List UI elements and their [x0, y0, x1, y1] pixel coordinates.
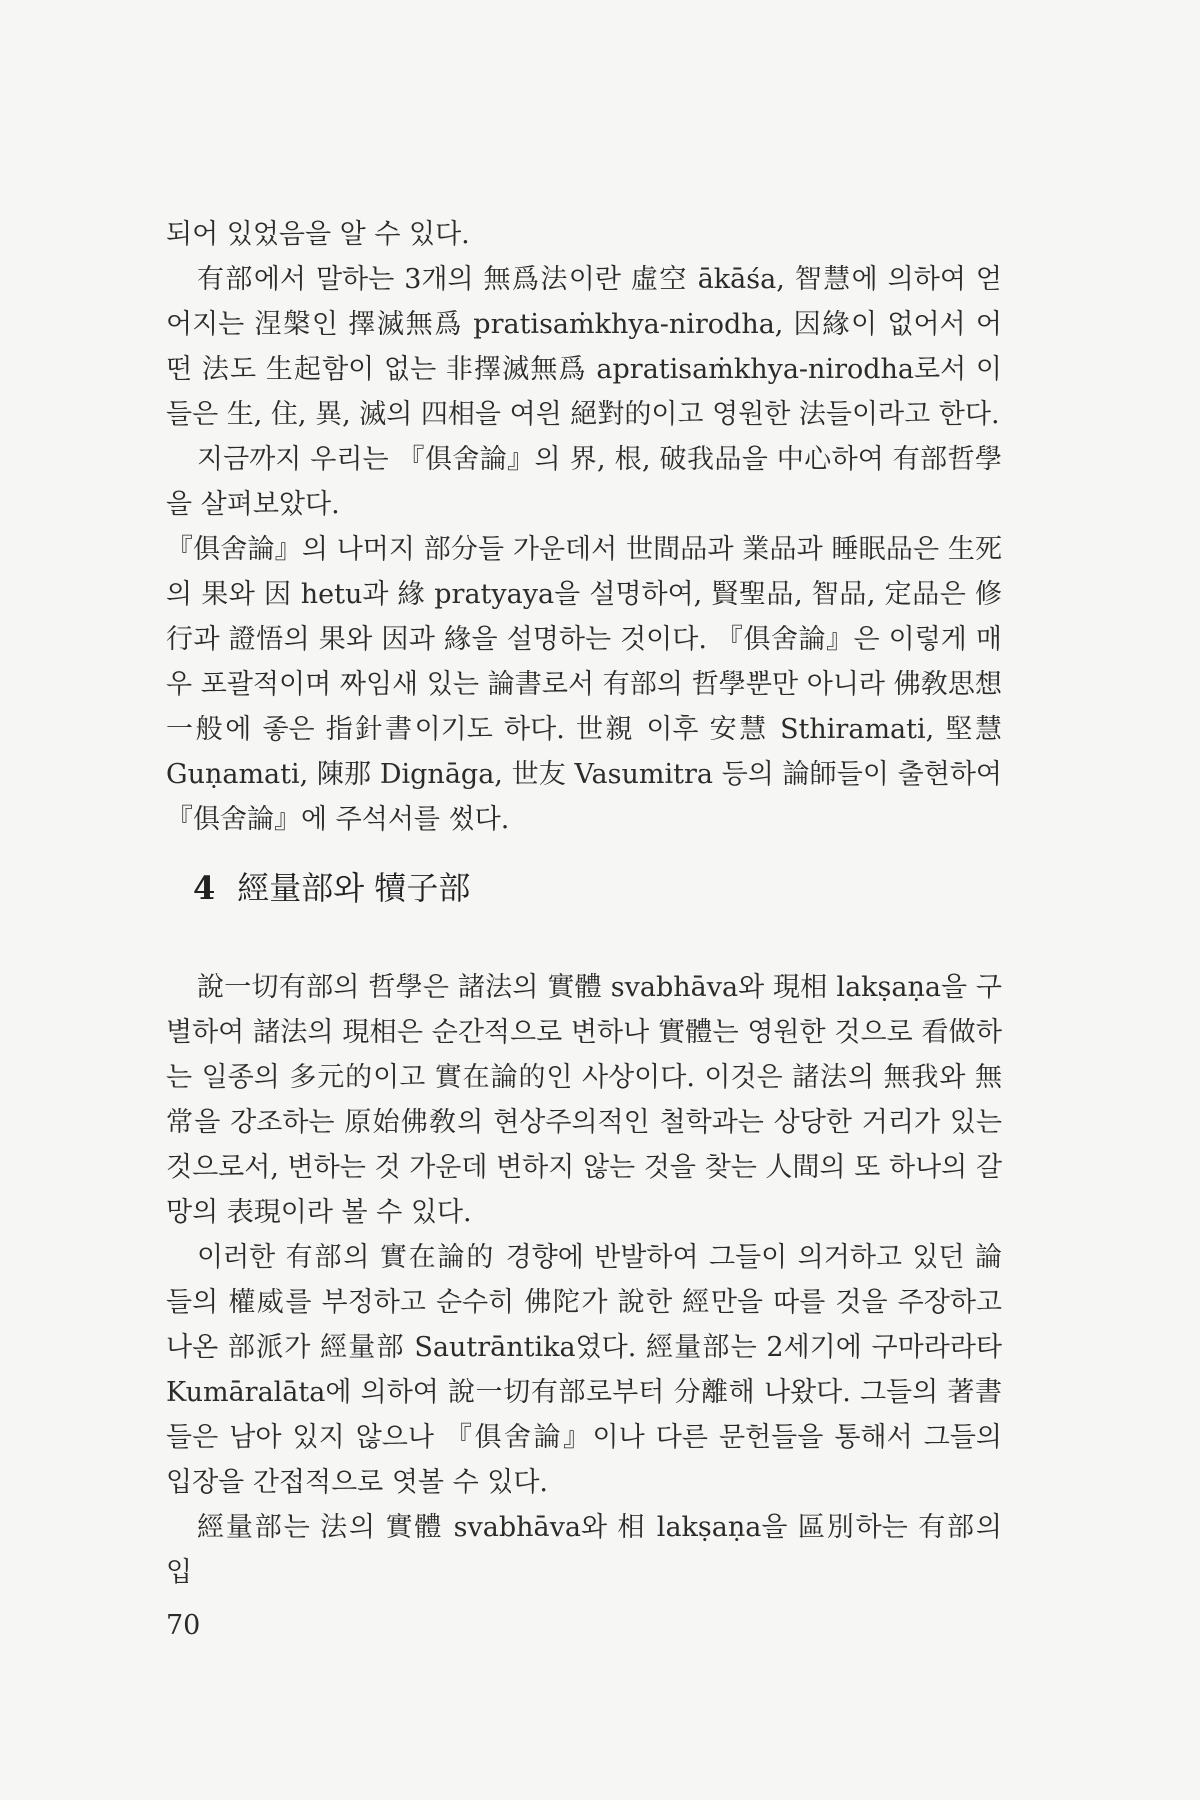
paragraph-sautrantika-position: 經量部는 法의 實體 svabhāva와 相 lakṣaṇa을 區別하는 有部의 입	[166, 1512, 1002, 1588]
paragraph-asamskrta-dharmas: 有部에서 말하는 3개의 無爲法이란 虛空 ākāśa, 智慧에 의하여 얻어지는 涅槃인 擇滅無爲 pratisaṁkhya-nirodha, 因緣이 없어서 어떤 法도 生起함이 없는 非擇滅無爲 apratisaṁkhya-nirodha로서 이들은 生, 住, 異, 滅의 四相을 여읜 絕對的이고 영원한 法들이라고 한다.	[166, 264, 1002, 430]
paragraph-continuation: 되어 있었음을 알 수 있다.	[166, 219, 470, 250]
paragraph-summary: 지금까지 우리는 『俱舍論』의 界, 根, 破我品을 中心하여 有部哲學을 살펴보았다.	[166, 444, 1002, 520]
paragraph-sautrantika-origin: 이러한 有部의 實在論的 경향에 반발하여 그들이 의거하고 있던 論들의 權威를 부정하고 순수히 佛陀가 說한 經만을 따를 것을 주장하고 나온 部派가 經量部 Sautrāntika였다. 經量部는 2세기에 구마라라타 Kumāralāta에 의하여 說一切有部로부터 分離해 나왔다. 그들의 著書들은 남아 있지 않으나 『俱舍論』이나 다른 문헌들을 통해서 그들의 입장을 간접적으로 엿볼 수 있다.	[166, 1242, 1002, 1498]
section-title: 經量部와 犢子部	[237, 869, 471, 907]
paragraph-sarvastivada-philosophy: 說一切有部의 哲學은 諸法의 實體 svabhāva와 現相 lakṣaṇa을 구별하여 諸法의 現相은 순간적으로 변하나 實體는 영원한 것으로 看做하는 일종의 多元的이고 實在論的인 사상이다. 이것은 諸法의 無我와 無常을 강조하는 原始佛敎의 현상주의적인 철학과는 상당한 거리가 있는 것으로서, 변하는 것 가운데 변하지 않는 것을 찾는 人間의 또 하나의 갈망의 表現이라 볼 수 있다.	[166, 972, 1002, 1228]
page-number: 70	[166, 1610, 201, 1641]
section-heading	[193, 866, 470, 910]
text-block-upper	[166, 212, 1002, 842]
section-number: 4	[193, 869, 216, 907]
text-block-lower	[166, 965, 1002, 1595]
paragraph-kosa-remaining: 『俱舍論』의 나머지 部分들 가운데서 世間品과 業品과 睡眠品은 生死의 果와 因 hetu과 緣 pratyaya을 설명하여, 賢聖品, 智品, 定品은 修行과 證悟의 果와 因과 緣을 설명하는 것이다. 『俱舍論』은 이렇게 매우 포괄적이며 짜임새 있는 論書로서 有部의 哲學뿐만 아니라 佛敎思想一般에 좋은 指針書이기도 하다. 世親 이후 安慧 Sthiramati, 堅慧 Guṇamati, 陳那 Dignāga, 世友 Vasumitra 등의 論師들이 출현하여 『俱舍論』에 주석서를 썼다.	[166, 534, 1002, 835]
